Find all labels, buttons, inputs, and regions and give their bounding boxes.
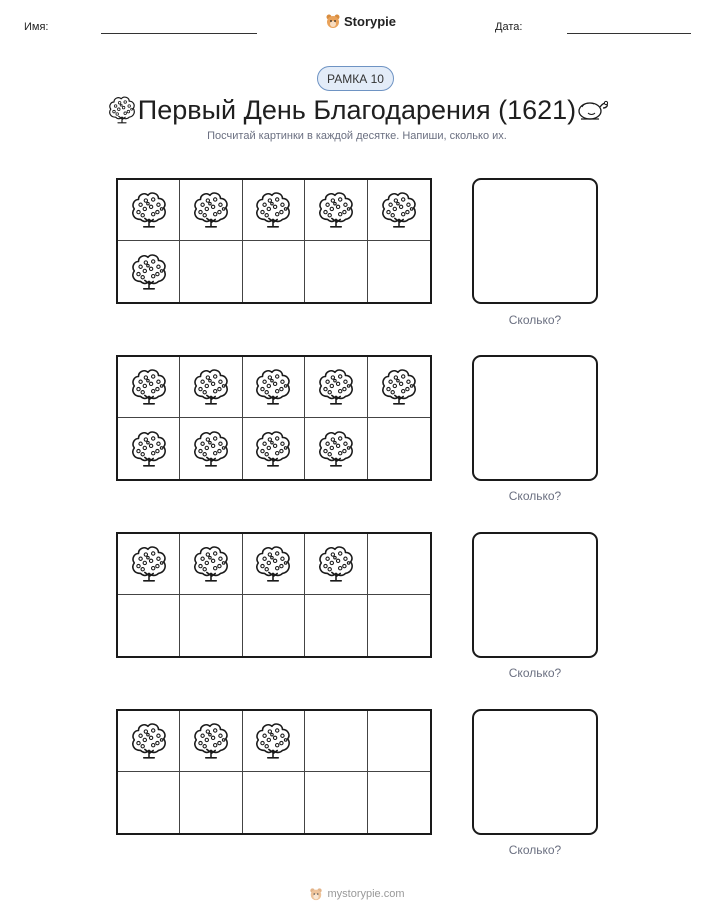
ten-frame-cell xyxy=(368,711,430,772)
tree-icon xyxy=(190,428,232,470)
ten-frame-cell xyxy=(243,418,305,479)
how-many-label-2: Сколько? xyxy=(508,489,562,503)
ten-frame-cell xyxy=(368,180,430,241)
tree-icon xyxy=(315,428,357,470)
tree-icon xyxy=(190,366,232,408)
ten-frame-cell xyxy=(180,772,242,833)
ten-frame-cell xyxy=(305,595,367,656)
ten-frame-cell xyxy=(118,357,180,418)
tree-icon xyxy=(315,189,357,231)
ten-frame-cell xyxy=(305,534,367,595)
ten-frame-2 xyxy=(116,355,432,481)
answer-box-3[interactable] xyxy=(472,532,598,658)
ten-frame-4 xyxy=(116,709,432,835)
ten-frame-cell xyxy=(305,357,367,418)
ten-frame-cell xyxy=(368,772,430,833)
ten-frame-cell xyxy=(118,711,180,772)
tree-icon xyxy=(315,543,357,585)
turkey-icon xyxy=(576,93,610,123)
ten-frame-3 xyxy=(116,532,432,658)
tree-icon xyxy=(252,543,294,585)
ten-frame-cell xyxy=(368,595,430,656)
ten-frame-cell xyxy=(118,534,180,595)
tree-icon xyxy=(378,189,420,231)
ten-frame-cell xyxy=(118,241,180,302)
name-line[interactable] xyxy=(101,33,257,34)
ten-frame-cell xyxy=(305,772,367,833)
tree-icon xyxy=(128,720,170,762)
ten-frame-1 xyxy=(116,178,432,304)
ten-frame-cell xyxy=(180,241,242,302)
ten-frame-cell xyxy=(368,418,430,479)
date-label: Дата: xyxy=(495,21,523,33)
tree-icon xyxy=(190,543,232,585)
tree-icon xyxy=(128,543,170,585)
brand-logo xyxy=(325,13,396,29)
ten-frame-cell xyxy=(180,180,242,241)
ten-frame-cell xyxy=(180,711,242,772)
answer-box-1[interactable] xyxy=(472,178,598,304)
ten-frame-cell xyxy=(243,180,305,241)
ten-frame-cell xyxy=(305,418,367,479)
ten-frame-cell xyxy=(368,534,430,595)
ten-frame-cell xyxy=(243,241,305,302)
footer-url: mystorypie.com xyxy=(327,888,405,900)
tree-icon xyxy=(378,366,420,408)
ten-frame-cell xyxy=(118,772,180,833)
ten-frame-cell xyxy=(118,180,180,241)
ten-frame-cell xyxy=(118,418,180,479)
tree-icon xyxy=(128,366,170,408)
date-line[interactable] xyxy=(567,33,691,34)
frame-badge: РАМКА 10 xyxy=(317,66,394,91)
tree-icon xyxy=(315,366,357,408)
ten-frame-cell xyxy=(243,772,305,833)
ten-frame-cell xyxy=(180,534,242,595)
ten-frame-cell xyxy=(305,241,367,302)
ten-frame-cell xyxy=(243,711,305,772)
name-label: Имя: xyxy=(24,21,49,33)
tree-icon xyxy=(128,189,170,231)
brand-name: Storypie xyxy=(344,13,397,29)
tree-icon xyxy=(128,428,170,470)
tree-icon xyxy=(252,428,294,470)
ten-frame-cell xyxy=(118,595,180,656)
ten-frame-cell xyxy=(243,534,305,595)
footer xyxy=(0,887,714,901)
how-many-label-3: Сколько? xyxy=(508,666,562,680)
tree-icon xyxy=(252,366,294,408)
ten-frame-cell xyxy=(368,357,430,418)
instructions: Посчитай картинки в каждой десятке. Напиши, сколько их. xyxy=(207,130,507,142)
answer-box-4[interactable] xyxy=(472,709,598,835)
ten-frame-cell xyxy=(305,180,367,241)
tree-icon xyxy=(252,189,294,231)
ten-frame-cell xyxy=(243,357,305,418)
ten-frame-cell xyxy=(368,241,430,302)
ten-frame-cell xyxy=(243,595,305,656)
tree-icon xyxy=(190,189,232,231)
how-many-label-4: Сколько? xyxy=(508,843,562,857)
storypie-mascot-icon xyxy=(309,887,323,901)
page-title: Первый День Благодарения (1621) xyxy=(137,95,577,125)
ten-frame-cell xyxy=(305,711,367,772)
ten-frame-cell xyxy=(180,418,242,479)
tree-icon xyxy=(190,720,232,762)
storypie-mascot-icon xyxy=(325,13,341,29)
answer-box-2[interactable] xyxy=(472,355,598,481)
tree-icon xyxy=(252,720,294,762)
ten-frame-cell xyxy=(180,357,242,418)
title-row xyxy=(0,93,714,129)
tree-icon xyxy=(128,251,170,293)
how-many-label-1: Сколько? xyxy=(508,313,562,327)
ten-frame-cell xyxy=(180,595,242,656)
